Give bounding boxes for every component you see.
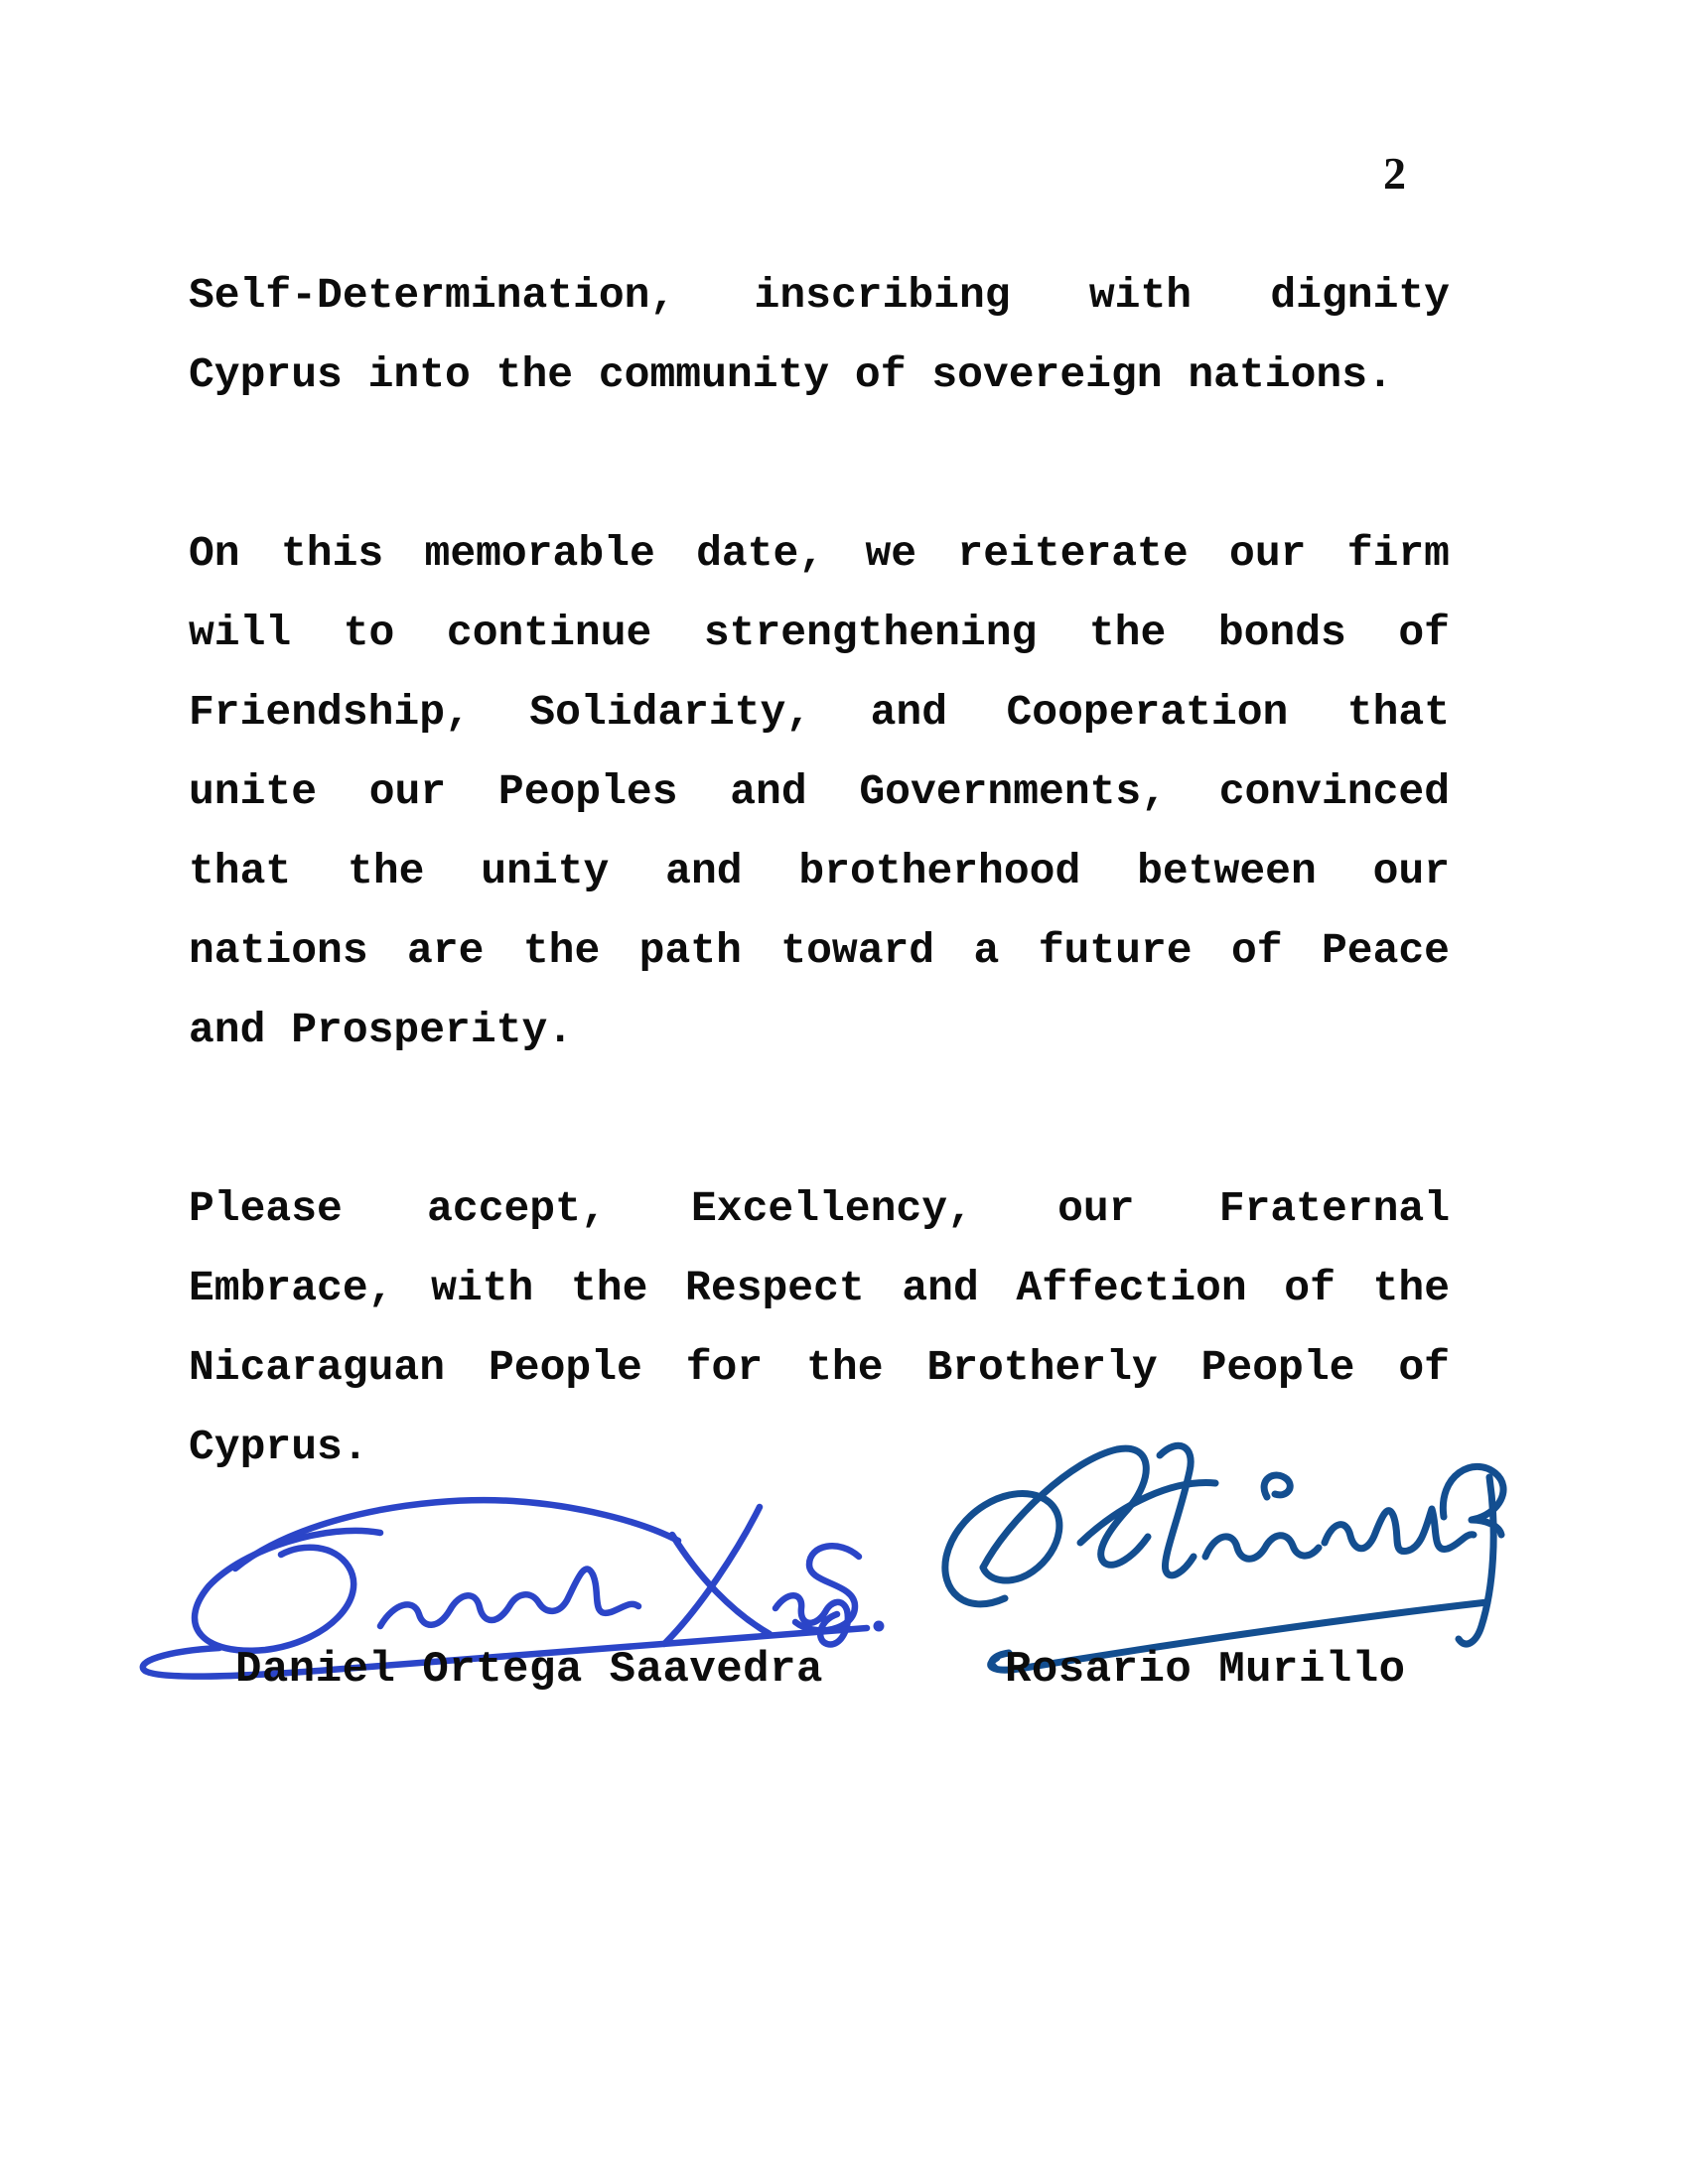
text-line: Friendship, Solidarity, and Cooperation that — [189, 688, 1450, 737]
rosario-murillo-signature-image — [914, 1422, 1509, 1680]
text-line: On this memorable date, we reiterate our firm — [189, 529, 1450, 578]
text-line: Embrace, with the Respect and Affection of the — [189, 1264, 1450, 1312]
paragraph — [189, 256, 1450, 415]
letter-body — [189, 256, 1450, 1487]
text-line: nations are the path toward a future of Peace — [189, 926, 1450, 975]
paragraph — [189, 514, 1450, 1070]
text-line: Please accept, Excellency, our Fraternal — [189, 1184, 1450, 1233]
text-line: Cyprus. — [189, 1423, 368, 1471]
text-line: Cyprus into the community of sovereign nations. — [189, 350, 1393, 399]
text-line: will to continue strengthening the bonds of — [189, 609, 1450, 657]
text-line: and Prosperity. — [189, 1006, 574, 1054]
signature-stroke — [380, 1569, 638, 1626]
signature-stroke — [664, 1507, 760, 1644]
page-number: 2 — [1383, 148, 1406, 199]
signature-tilde-stroke — [1264, 1475, 1290, 1497]
text-line: unite our Peoples and Governments, convinced — [189, 767, 1450, 816]
signature-stroke — [1205, 1536, 1319, 1560]
text-line: Nicaraguan People for the Brotherly People of — [189, 1343, 1450, 1392]
signature-descender-stroke — [1459, 1477, 1493, 1644]
signature-stroke — [1325, 1509, 1474, 1552]
text-line: Self-Determination, inscribing with dignity — [189, 271, 1450, 320]
signature-stroke — [195, 1531, 380, 1651]
signature-stroke — [945, 1494, 1059, 1604]
signatory-name-rosario-murillo: Rosario Murillo — [1005, 1645, 1406, 1695]
signature-stroke — [235, 1500, 678, 1569]
signatory-name-daniel-ortega: Daniel Ortega Saavedra — [235, 1645, 823, 1695]
text-line: that the unity and brotherhood between our — [189, 847, 1450, 895]
signature-stroke — [1160, 1445, 1194, 1575]
